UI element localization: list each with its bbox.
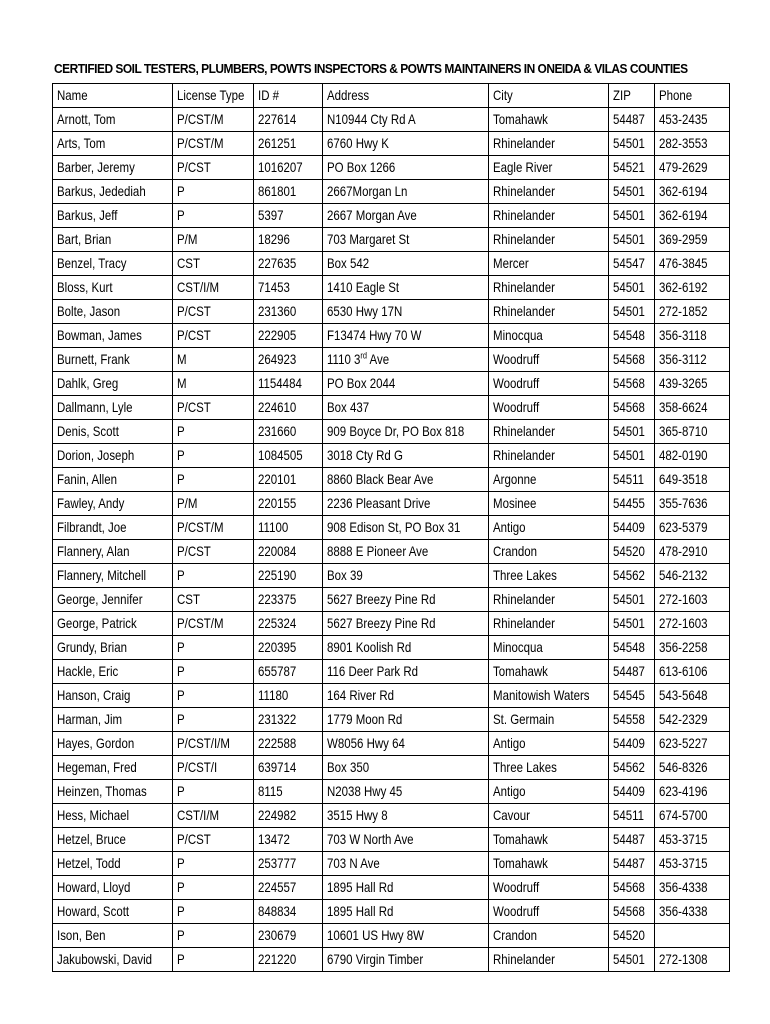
cell-id: 231360 <box>254 300 323 324</box>
cell-name: Filbrandt, Joe <box>53 516 173 540</box>
cell-address: Box 542 <box>323 252 489 276</box>
cell-address: 3515 Hwy 8 <box>323 804 489 828</box>
cell-license-type: P <box>173 564 254 588</box>
cell-name: Arnott, Tom <box>53 108 173 132</box>
cell-license-type: P/CST <box>173 540 254 564</box>
cell-address: 1895 Hall Rd <box>323 876 489 900</box>
cell-phone: 355-7636 <box>655 492 730 516</box>
cell-address: 6760 Hwy K <box>323 132 489 156</box>
table-row <box>53 372 730 396</box>
cell-name: Barkus, Jeff <box>53 204 173 228</box>
table-row <box>53 348 730 372</box>
cell-address: 2667Morgan Ln <box>323 180 489 204</box>
table-row <box>53 444 730 468</box>
cell-license-type: P/CST/M <box>173 612 254 636</box>
table-row <box>53 828 730 852</box>
cell-license-type: P <box>173 420 254 444</box>
cell-license-type: P/CST/M <box>173 132 254 156</box>
cell-city: Rhinelander <box>489 444 609 468</box>
cell-name: Dahlk, Greg <box>53 372 173 396</box>
cell-phone: 356-4338 <box>655 876 730 900</box>
cell-license-type: P <box>173 876 254 900</box>
cell-name: Howard, Scott <box>53 900 173 924</box>
cell-id: 227614 <box>254 108 323 132</box>
cell-name: Fawley, Andy <box>53 492 173 516</box>
cell-address: 703 Margaret St <box>323 228 489 252</box>
cell-zip: 54501 <box>609 180 655 204</box>
cell-name: Ison, Ben <box>53 924 173 948</box>
cell-license-type: P <box>173 636 254 660</box>
cell-id: 8115 <box>254 780 323 804</box>
table-row <box>53 588 730 612</box>
table-row <box>53 756 730 780</box>
column-header-zip: ZIP <box>609 84 655 108</box>
table-row <box>53 132 730 156</box>
cell-license-type: P <box>173 180 254 204</box>
cell-phone: 272-1308 <box>655 948 730 972</box>
cell-address: 1895 Hall Rd <box>323 900 489 924</box>
cell-id: 261251 <box>254 132 323 156</box>
cell-city: Antigo <box>489 732 609 756</box>
cell-address: W8056 Hwy 64 <box>323 732 489 756</box>
cell-address: 5627 Breezy Pine Rd <box>323 612 489 636</box>
cell-zip: 54548 <box>609 324 655 348</box>
cell-address: Box 437 <box>323 396 489 420</box>
table-row <box>53 420 730 444</box>
cell-address: 8901 Koolish Rd <box>323 636 489 660</box>
cell-zip: 54501 <box>609 612 655 636</box>
table-row <box>53 876 730 900</box>
cell-zip: 54547 <box>609 252 655 276</box>
cell-id: 1084505 <box>254 444 323 468</box>
cell-license-type: P <box>173 900 254 924</box>
cell-license-type: P <box>173 852 254 876</box>
cell-zip: 54487 <box>609 108 655 132</box>
cell-city: Three Lakes <box>489 756 609 780</box>
cell-city: Woodruff <box>489 348 609 372</box>
cell-city: Woodruff <box>489 900 609 924</box>
cell-city: Rhinelander <box>489 588 609 612</box>
cell-address: 6530 Hwy 17N <box>323 300 489 324</box>
cell-id: 1154484 <box>254 372 323 396</box>
cell-phone: 476-3845 <box>655 252 730 276</box>
cell-phone: 546-2132 <box>655 564 730 588</box>
table-row <box>53 780 730 804</box>
cell-name: Dorion, Joseph <box>53 444 173 468</box>
cell-name: Burnett, Frank <box>53 348 173 372</box>
cell-city: Three Lakes <box>489 564 609 588</box>
cell-phone: 362-6194 <box>655 180 730 204</box>
cell-id: 227635 <box>254 252 323 276</box>
table-row <box>53 180 730 204</box>
cell-license-type: P <box>173 948 254 972</box>
cell-license-type: P/CST/I/M <box>173 732 254 756</box>
cell-city: Mercer <box>489 252 609 276</box>
cell-license-type: P/CST <box>173 156 254 180</box>
cell-id: 222905 <box>254 324 323 348</box>
cell-phone: 623-4196 <box>655 780 730 804</box>
cell-zip: 54511 <box>609 468 655 492</box>
cell-license-type: CST <box>173 588 254 612</box>
cell-id: 220395 <box>254 636 323 660</box>
cell-zip: 54487 <box>609 660 655 684</box>
cell-address: 909 Boyce Dr, PO Box 818 <box>323 420 489 444</box>
column-header-city: City <box>489 84 609 108</box>
cell-id: 221220 <box>254 948 323 972</box>
cell-city: Woodruff <box>489 876 609 900</box>
cell-zip: 54568 <box>609 372 655 396</box>
cell-address: Box 350 <box>323 756 489 780</box>
cell-city: Minocqua <box>489 324 609 348</box>
cell-license-type: P <box>173 468 254 492</box>
cell-phone: 358-6624 <box>655 396 730 420</box>
column-header-phone: Phone <box>655 84 730 108</box>
cell-license-type: CST/I/M <box>173 804 254 828</box>
cell-zip: 54511 <box>609 804 655 828</box>
cell-city: Rhinelander <box>489 420 609 444</box>
cell-city: Argonne <box>489 468 609 492</box>
table-row <box>53 108 730 132</box>
cell-id: 264923 <box>254 348 323 372</box>
cell-phone <box>655 924 730 948</box>
cell-license-type: M <box>173 372 254 396</box>
cell-city: St. Germain <box>489 708 609 732</box>
cell-city: Minocqua <box>489 636 609 660</box>
cell-zip: 54568 <box>609 900 655 924</box>
column-header-name: Name <box>53 84 173 108</box>
cell-phone: 623-5379 <box>655 516 730 540</box>
cell-id: 220084 <box>254 540 323 564</box>
table-row <box>53 684 730 708</box>
cell-phone: 478-2910 <box>655 540 730 564</box>
cell-address: PO Box 1266 <box>323 156 489 180</box>
table-row <box>53 708 730 732</box>
table-row <box>53 204 730 228</box>
cell-zip: 54409 <box>609 732 655 756</box>
cell-city: Tomahawk <box>489 108 609 132</box>
table-row <box>53 300 730 324</box>
certified-list-table <box>52 83 730 972</box>
table-row <box>53 540 730 564</box>
cell-license-type: P/CST <box>173 828 254 852</box>
cell-name: Hackle, Eric <box>53 660 173 684</box>
cell-phone: 453-3715 <box>655 852 730 876</box>
cell-phone: 272-1603 <box>655 612 730 636</box>
cell-address: 2667 Morgan Ave <box>323 204 489 228</box>
column-header-id: ID # <box>254 84 323 108</box>
cell-zip: 54562 <box>609 756 655 780</box>
cell-address: 908 Edison St, PO Box 31 <box>323 516 489 540</box>
table-row <box>53 276 730 300</box>
cell-license-type: P <box>173 708 254 732</box>
table-row <box>53 492 730 516</box>
cell-zip: 54501 <box>609 204 655 228</box>
cell-city: Woodruff <box>489 396 609 420</box>
cell-name: Heinzen, Thomas <box>53 780 173 804</box>
cell-city: Cavour <box>489 804 609 828</box>
cell-license-type: P/CST/I <box>173 756 254 780</box>
cell-id: 222588 <box>254 732 323 756</box>
cell-name: George, Patrick <box>53 612 173 636</box>
cell-city: Rhinelander <box>489 612 609 636</box>
cell-phone: 623-5227 <box>655 732 730 756</box>
cell-zip: 54548 <box>609 636 655 660</box>
table-row <box>53 228 730 252</box>
table-row <box>53 948 730 972</box>
cell-license-type: P <box>173 684 254 708</box>
cell-address: 1110 3rd Ave <box>323 348 489 372</box>
cell-license-type: P/M <box>173 228 254 252</box>
cell-license-type: M <box>173 348 254 372</box>
cell-phone: 362-6194 <box>655 204 730 228</box>
cell-phone: 356-3118 <box>655 324 730 348</box>
column-header-license-type: License Type <box>173 84 254 108</box>
cell-license-type: P <box>173 924 254 948</box>
cell-phone: 272-1603 <box>655 588 730 612</box>
cell-city: Rhinelander <box>489 948 609 972</box>
cell-name: Flannery, Alan <box>53 540 173 564</box>
cell-license-type: P/CST/M <box>173 108 254 132</box>
cell-id: 639714 <box>254 756 323 780</box>
cell-city: Woodruff <box>489 372 609 396</box>
cell-name: Harman, Jim <box>53 708 173 732</box>
cell-phone: 453-3715 <box>655 828 730 852</box>
cell-city: Antigo <box>489 780 609 804</box>
cell-city: Rhinelander <box>489 276 609 300</box>
document-title: CERTIFIED SOIL TESTERS, PLUMBERS, POWTS INSPECTORS & POWTS MAINTAINERS IN ONEIDA & VILAS COUNTIES <box>54 61 688 76</box>
cell-address: 1779 Moon Rd <box>323 708 489 732</box>
table-row <box>53 924 730 948</box>
cell-phone: 369-2959 <box>655 228 730 252</box>
cell-city: Rhinelander <box>489 180 609 204</box>
cell-city: Tomahawk <box>489 852 609 876</box>
table-row <box>53 804 730 828</box>
cell-zip: 54487 <box>609 828 655 852</box>
cell-id: 225324 <box>254 612 323 636</box>
cell-id: 223375 <box>254 588 323 612</box>
cell-license-type: P/CST <box>173 324 254 348</box>
cell-name: Grundy, Brian <box>53 636 173 660</box>
cell-zip: 54501 <box>609 132 655 156</box>
table-row <box>53 396 730 420</box>
cell-id: 224557 <box>254 876 323 900</box>
cell-address: 703 W North Ave <box>323 828 489 852</box>
cell-phone: 356-3112 <box>655 348 730 372</box>
cell-name: Hetzel, Todd <box>53 852 173 876</box>
cell-address: 3018 Cty Rd G <box>323 444 489 468</box>
cell-phone: 613-6106 <box>655 660 730 684</box>
cell-phone: 453-2435 <box>655 108 730 132</box>
cell-license-type: P <box>173 660 254 684</box>
cell-address: N2038 Hwy 45 <box>323 780 489 804</box>
cell-city: Antigo <box>489 516 609 540</box>
cell-name: Bart, Brian <box>53 228 173 252</box>
cell-id: 18296 <box>254 228 323 252</box>
cell-phone: 365-8710 <box>655 420 730 444</box>
cell-name: Howard, Lloyd <box>53 876 173 900</box>
table-row <box>53 636 730 660</box>
cell-zip: 54568 <box>609 348 655 372</box>
cell-phone: 356-4338 <box>655 900 730 924</box>
cell-zip: 54501 <box>609 444 655 468</box>
cell-id: 225190 <box>254 564 323 588</box>
cell-phone: 542-2329 <box>655 708 730 732</box>
cell-address: 703 N Ave <box>323 852 489 876</box>
cell-address: N10944 Cty Rd A <box>323 108 489 132</box>
cell-address: 6790 Virgin Timber <box>323 948 489 972</box>
cell-address: 116 Deer Park Rd <box>323 660 489 684</box>
table-row <box>53 900 730 924</box>
cell-city: Mosinee <box>489 492 609 516</box>
cell-phone: 649-3518 <box>655 468 730 492</box>
cell-name: Hegeman, Fred <box>53 756 173 780</box>
cell-address: 8860 Black Bear Ave <box>323 468 489 492</box>
cell-address: F13474 Hwy 70 W <box>323 324 489 348</box>
cell-id: 230679 <box>254 924 323 948</box>
cell-city: Crandon <box>489 540 609 564</box>
cell-zip: 54501 <box>609 276 655 300</box>
cell-zip: 54455 <box>609 492 655 516</box>
cell-id: 231322 <box>254 708 323 732</box>
cell-license-type: CST <box>173 252 254 276</box>
cell-address: 10601 US Hwy 8W <box>323 924 489 948</box>
cell-id: 253777 <box>254 852 323 876</box>
cell-zip: 54501 <box>609 420 655 444</box>
cell-city: Tomahawk <box>489 828 609 852</box>
cell-zip: 54501 <box>609 228 655 252</box>
table-row <box>53 660 730 684</box>
table-row <box>53 612 730 636</box>
cell-id: 71453 <box>254 276 323 300</box>
cell-id: 220155 <box>254 492 323 516</box>
table-row <box>53 852 730 876</box>
cell-name: Dallmann, Lyle <box>53 396 173 420</box>
cell-city: Rhinelander <box>489 132 609 156</box>
cell-name: Bowman, James <box>53 324 173 348</box>
cell-city: Rhinelander <box>489 300 609 324</box>
cell-phone: 272-1852 <box>655 300 730 324</box>
cell-name: Bloss, Kurt <box>53 276 173 300</box>
cell-name: Denis, Scott <box>53 420 173 444</box>
cell-address: Box 39 <box>323 564 489 588</box>
cell-name: Flannery, Mitchell <box>53 564 173 588</box>
table-row <box>53 324 730 348</box>
cell-city: Crandon <box>489 924 609 948</box>
cell-zip: 54568 <box>609 396 655 420</box>
cell-city: Rhinelander <box>489 228 609 252</box>
header-row <box>53 84 730 108</box>
cell-city: Manitowish Waters <box>489 684 609 708</box>
cell-address: 8888 E Pioneer Ave <box>323 540 489 564</box>
cell-city: Tomahawk <box>489 660 609 684</box>
cell-id: 13472 <box>254 828 323 852</box>
cell-zip: 54562 <box>609 564 655 588</box>
table-row <box>53 516 730 540</box>
cell-id: 11180 <box>254 684 323 708</box>
cell-phone: 439-3265 <box>655 372 730 396</box>
table-row <box>53 468 730 492</box>
cell-phone: 479-2629 <box>655 156 730 180</box>
table-row <box>53 156 730 180</box>
cell-address: 164 River Rd <box>323 684 489 708</box>
cell-license-type: P/M <box>173 492 254 516</box>
cell-zip: 54501 <box>609 948 655 972</box>
cell-id: 224610 <box>254 396 323 420</box>
cell-license-type: P/CST <box>173 300 254 324</box>
cell-zip: 54501 <box>609 300 655 324</box>
cell-city: Eagle River <box>489 156 609 180</box>
cell-id: 231660 <box>254 420 323 444</box>
cell-id: 11100 <box>254 516 323 540</box>
cell-id: 848834 <box>254 900 323 924</box>
cell-id: 861801 <box>254 180 323 204</box>
cell-zip: 54558 <box>609 708 655 732</box>
cell-phone: 543-5648 <box>655 684 730 708</box>
cell-zip: 54487 <box>609 852 655 876</box>
cell-zip: 54501 <box>609 588 655 612</box>
column-header-address: Address <box>323 84 489 108</box>
cell-phone: 362-6192 <box>655 276 730 300</box>
table-row <box>53 732 730 756</box>
cell-zip: 54520 <box>609 924 655 948</box>
cell-zip: 54545 <box>609 684 655 708</box>
cell-zip: 54409 <box>609 780 655 804</box>
cell-name: Barber, Jeremy <box>53 156 173 180</box>
cell-license-type: P <box>173 444 254 468</box>
cell-id: 220101 <box>254 468 323 492</box>
cell-license-type: P <box>173 204 254 228</box>
cell-address: 2236 Pleasant Drive <box>323 492 489 516</box>
cell-address: 1410 Eagle St <box>323 276 489 300</box>
cell-zip: 54409 <box>609 516 655 540</box>
cell-address: PO Box 2044 <box>323 372 489 396</box>
cell-phone: 482-0190 <box>655 444 730 468</box>
cell-id: 224982 <box>254 804 323 828</box>
cell-license-type: P/CST <box>173 396 254 420</box>
cell-name: Hanson, Craig <box>53 684 173 708</box>
cell-phone: 282-3553 <box>655 132 730 156</box>
cell-name: George, Jennifer <box>53 588 173 612</box>
table-row <box>53 252 730 276</box>
table-row <box>53 564 730 588</box>
cell-name: Hayes, Gordon <box>53 732 173 756</box>
cell-license-type: CST/I/M <box>173 276 254 300</box>
cell-license-type: P <box>173 780 254 804</box>
cell-city: Rhinelander <box>489 204 609 228</box>
cell-name: Hetzel, Bruce <box>53 828 173 852</box>
cell-id: 1016207 <box>254 156 323 180</box>
cell-name: Bolte, Jason <box>53 300 173 324</box>
cell-phone: 356-2258 <box>655 636 730 660</box>
cell-name: Barkus, Jedediah <box>53 180 173 204</box>
cell-address: 5627 Breezy Pine Rd <box>323 588 489 612</box>
cell-name: Fanin, Allen <box>53 468 173 492</box>
cell-zip: 54520 <box>609 540 655 564</box>
cell-name: Hess, Michael <box>53 804 173 828</box>
cell-name: Jakubowski, David <box>53 948 173 972</box>
cell-phone: 674-5700 <box>655 804 730 828</box>
cell-license-type: P/CST/M <box>173 516 254 540</box>
cell-id: 655787 <box>254 660 323 684</box>
cell-zip: 54521 <box>609 156 655 180</box>
cell-name: Arts, Tom <box>53 132 173 156</box>
cell-phone: 546-8326 <box>655 756 730 780</box>
cell-id: 5397 <box>254 204 323 228</box>
cell-zip: 54568 <box>609 876 655 900</box>
cell-name: Benzel, Tracy <box>53 252 173 276</box>
